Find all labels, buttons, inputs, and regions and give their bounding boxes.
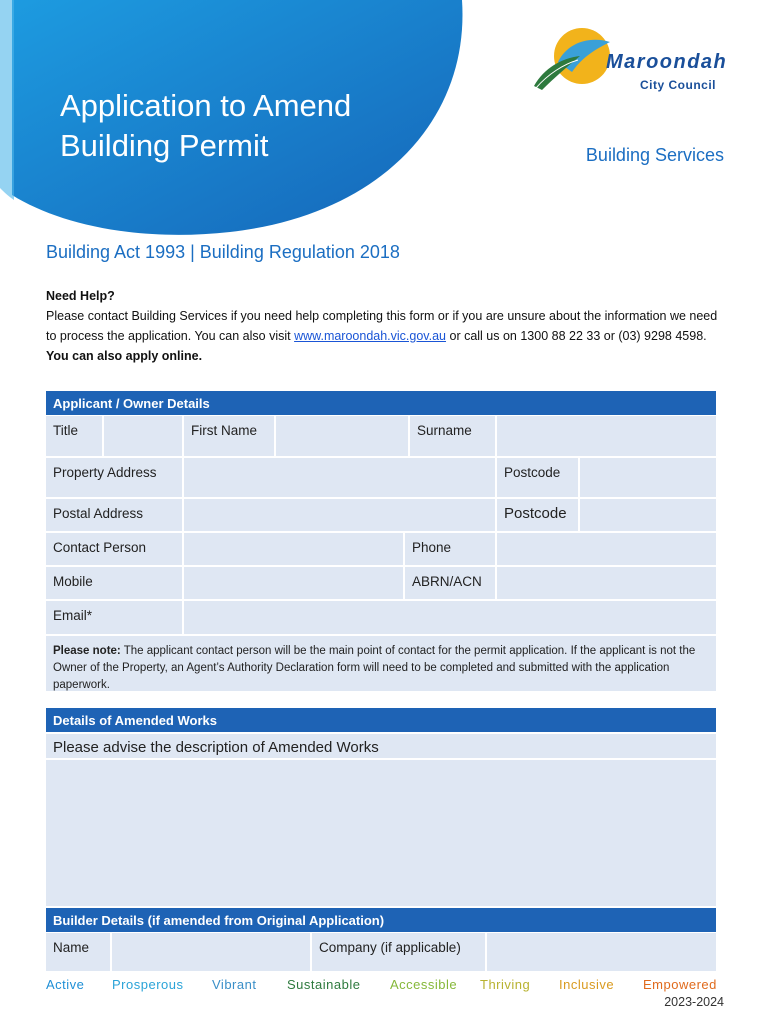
value-inclusive: Inclusive bbox=[559, 977, 615, 992]
mobile-input[interactable] bbox=[184, 567, 403, 599]
postcode-input[interactable] bbox=[580, 458, 716, 497]
postal-address-label: Postal Address bbox=[46, 499, 182, 531]
value-prosperous: Prosperous bbox=[112, 977, 184, 992]
logo-subtitle: City Council bbox=[640, 78, 717, 92]
title-input[interactable] bbox=[104, 416, 182, 456]
postal-address-input[interactable] bbox=[184, 499, 495, 531]
contact-person-label: Contact Person bbox=[46, 533, 182, 565]
amended-works-prompt: Please advise the description of Amended Works bbox=[46, 734, 716, 758]
legislation-line: Building Act 1993 | Building Regulation 2018 bbox=[46, 242, 400, 262]
builder-name-input[interactable] bbox=[112, 933, 310, 971]
help-text-end: or call us on 1300 88 22 33 or (03) 9298 4598. bbox=[446, 329, 707, 343]
email-label: Email* bbox=[46, 601, 182, 634]
abrn-acn-label: ABRN/ACN bbox=[405, 567, 495, 599]
help-text-start: Please contact Building Services if you need help completing this form or if you are unsure about the information we need to process the application. You can also visit bbox=[46, 309, 718, 343]
value-accessible: Accessible bbox=[390, 977, 458, 992]
company-input[interactable] bbox=[487, 933, 716, 971]
surname-input[interactable] bbox=[497, 416, 716, 456]
logo-name: Maroondah bbox=[606, 51, 728, 73]
note-label: Please note: bbox=[53, 645, 121, 657]
mobile-label: Mobile bbox=[46, 567, 182, 599]
website-link[interactable]: www.maroondah.vic.gov.au bbox=[294, 329, 447, 343]
contact-person-input[interactable] bbox=[184, 533, 403, 565]
phone-label: Phone bbox=[405, 533, 495, 565]
property-address-input[interactable] bbox=[184, 458, 495, 497]
value-active: Active bbox=[46, 977, 85, 992]
help-heading: Need Help? bbox=[46, 289, 115, 303]
value-sustainable: Sustainable bbox=[287, 977, 361, 992]
help-text bbox=[46, 306, 730, 366]
note-text: The applicant contact person will be the main point of contact for the permit application. If the applicant is not the Owner of the Property, an Agent’s Authority Declaration form will need to be completed and submitted with the application paperwork. bbox=[53, 645, 696, 691]
builder-section-heading: Builder Details (if amended from Original Application) bbox=[46, 908, 716, 932]
department-name: Building Services bbox=[585, 145, 724, 165]
applicant-section-heading: Applicant / Owner Details bbox=[46, 391, 716, 415]
form-title bbox=[60, 86, 420, 166]
postal-postcode-label: Postcode bbox=[497, 499, 578, 531]
value-vibrant: Vibrant bbox=[212, 977, 257, 992]
surname-label: Surname bbox=[410, 416, 495, 456]
footer-year: 2023-2024 bbox=[664, 995, 724, 1009]
postal-postcode-input[interactable] bbox=[580, 499, 716, 531]
builder-name-label: Name bbox=[46, 933, 110, 971]
form-title-line-2: Building Permit bbox=[60, 128, 269, 163]
abrn-acn-input[interactable] bbox=[497, 567, 716, 599]
first-name-label: First Name bbox=[184, 416, 274, 456]
phone-input[interactable] bbox=[497, 533, 716, 565]
applicant-note bbox=[46, 636, 716, 691]
email-input[interactable] bbox=[184, 601, 716, 634]
help-section bbox=[46, 286, 730, 366]
value-empowered: Empowered bbox=[643, 977, 717, 992]
first-name-input[interactable] bbox=[276, 416, 408, 456]
postcode-label: Postcode bbox=[497, 458, 578, 497]
apply-online-text: You can also apply online. bbox=[46, 349, 203, 363]
title-label: Title bbox=[46, 416, 102, 456]
amended-works-textarea[interactable] bbox=[46, 760, 716, 906]
amended-works-section-heading: Details of Amended Works bbox=[46, 708, 716, 732]
value-thriving: Thriving bbox=[480, 977, 531, 992]
company-label: Company (if applicable) bbox=[312, 933, 485, 971]
property-address-label: Property Address bbox=[46, 458, 182, 497]
council-values-footer bbox=[46, 977, 726, 993]
form-title-line-1: Application to Amend bbox=[60, 88, 352, 123]
